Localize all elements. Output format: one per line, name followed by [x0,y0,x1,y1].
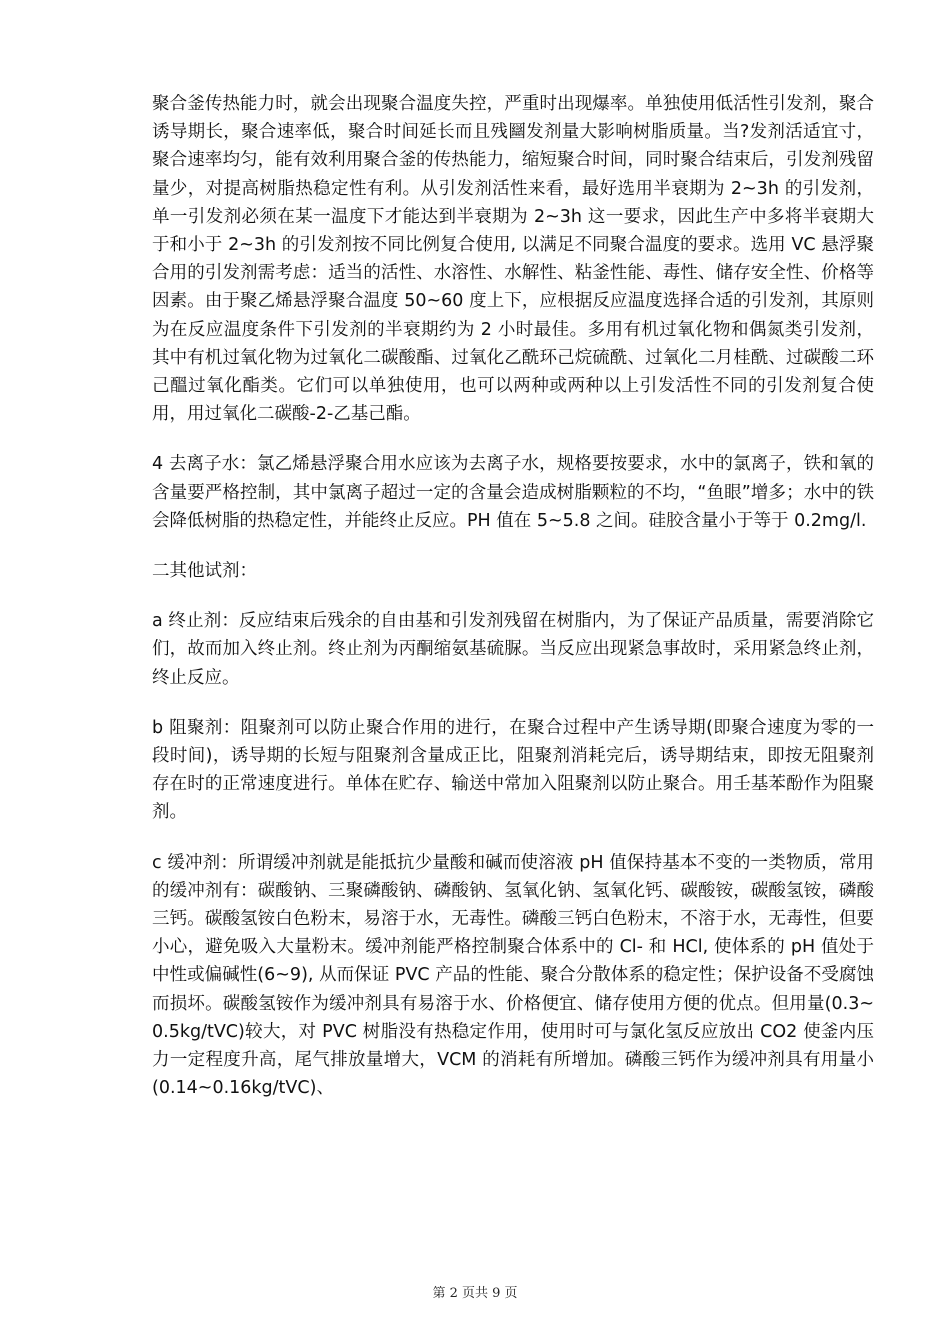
paragraph-buffer: c 缓冲剂：所谓缓冲剂就是能抵抗少量酸和碱而使溶液 pH 值保持基本不变的一类物质，常用的缓冲剂有：碳酸钠、三聚磷酸钠、磷酸钠、氢氧化钠、氢氧化钙、碳酸铵，碳酸氢铵，磷酸三钙。碳酸氢铵白色粉末，易溶于水，无毒性。磷酸三钙白色粉末，不溶于水，无毒性，但要小心，避免吸入大量粉末。缓冲剂能严格控制聚合体系中的 Cl- 和 HCl, 使体系的 pH 值处于中性或偏碱性(6~9), 从而保证 PVC 产品的性能、聚合分散体系的稳定性；保护设备不受腐蚀而损坏。碳酸氢铵作为缓冲剂具有易溶于水、价格便宜、储存使用方便的优点。但用量(0.3~0.5kg/tVC)较大，对 PVC 树脂没有热稳定作用，使用时可与氯化氢反应放出 CO2 使釜内压力一定程度升高，尾气排放量增大，VCM 的消耗有所增加。磷酸三钙作为缓冲剂具有用量小(0.14~0.16kg/tVC)、 [152,852,874,1099]
paragraph-inhibitor: b 阻聚剂：阻聚剂可以防止聚合作用的进行，在聚合过程中产生诱导期(即聚合速度为零的一段时间)，诱导期的长短与阻聚剂含量成正比，阻聚剂消耗完后，诱导期结束，即按无阻聚剂存在时的正常速度进行。单体在贮存、输送中常加入阻聚剂以防止聚合。用壬基苯酚作为阻聚剂。 [152,717,874,823]
paragraph-terminator: a 终止剂：反应结束后残余的自由基和引发剂残留在树脂内，为了保证产品质量，需要消除它们，故而加入终止剂。终止剂为丙酮缩氨基硫脲。当反应出现紧急事故时，采用紧急终止剂，终止反应。 [152,611,874,688]
paragraph-initiator: 聚合釜传热能力时，就会出现聚合温度失控，严重时出现爆率。单独使用低活性引发剂，聚合诱导期长，聚合速率低，聚合时间延长而且残圝发剂量大影响树脂质量。当?发剂活适宜寸，聚合速率均匀，能有效利用聚合釜的传热能力，缩短聚合时间，同时聚合结束后，引发剂残留量少，对提高树脂热稳定性有利。从引发剂活性来看，最好选用半衰期为 2~3h 的引发剂，单一引发剂必须在某一温度下才能达到半衰期为 2~3h 这一要求，因此生产中多将半衰期大于和小于 2~3h 的引发剂按不同比例复合使用, 以满足不同聚合温度的要求。选用 VC 悬浮聚合用的引发剂需考虑：适当的活性、水溶性、水解性、粘釜性能、毒性、储存安全性、价格等因素。由于聚乙烯悬浮聚合温度 50~60 度上下，应根据反应温度选择合适的引发剂，其原则为在反应温度条件下引发剂的半衰期约为 2 小时最佳。多用有机过氧化物和偶氮类引发剂，其中有机过氧化物为过氧化二碳酸酯、过氧化乙酰环己烷硫酰、过氧化二月桂酰、过碳酸二环己醞过氧化酯类。它们可以单独使用，也可以两种或两种以上引发活性不同的引发剂复合使用，用过氧化二碳酸-2-乙基己酯。 [152,94,874,425]
paragraph-deionized-water: 4 去离子水：氯乙烯悬浮聚合用水应该为去离子水，规格要按要求，水中的氯离子，铁和氧的含量要严格控制，其中氯离子超过一定的含量会造成树脂颗粒的不均，“鱼眼”增多；水中的铁会降低树脂的热稳定性，并能终止反应。PH 值在 5~5.8 之间。硅胶含量小于等于 0.2mg/l. [152,454,874,531]
document-body [152,90,874,1125]
section-heading-other-reagents: 二其他试剂： [152,561,257,582]
page-number-footer: 第 2 页共 9 页 [432,1286,518,1301]
